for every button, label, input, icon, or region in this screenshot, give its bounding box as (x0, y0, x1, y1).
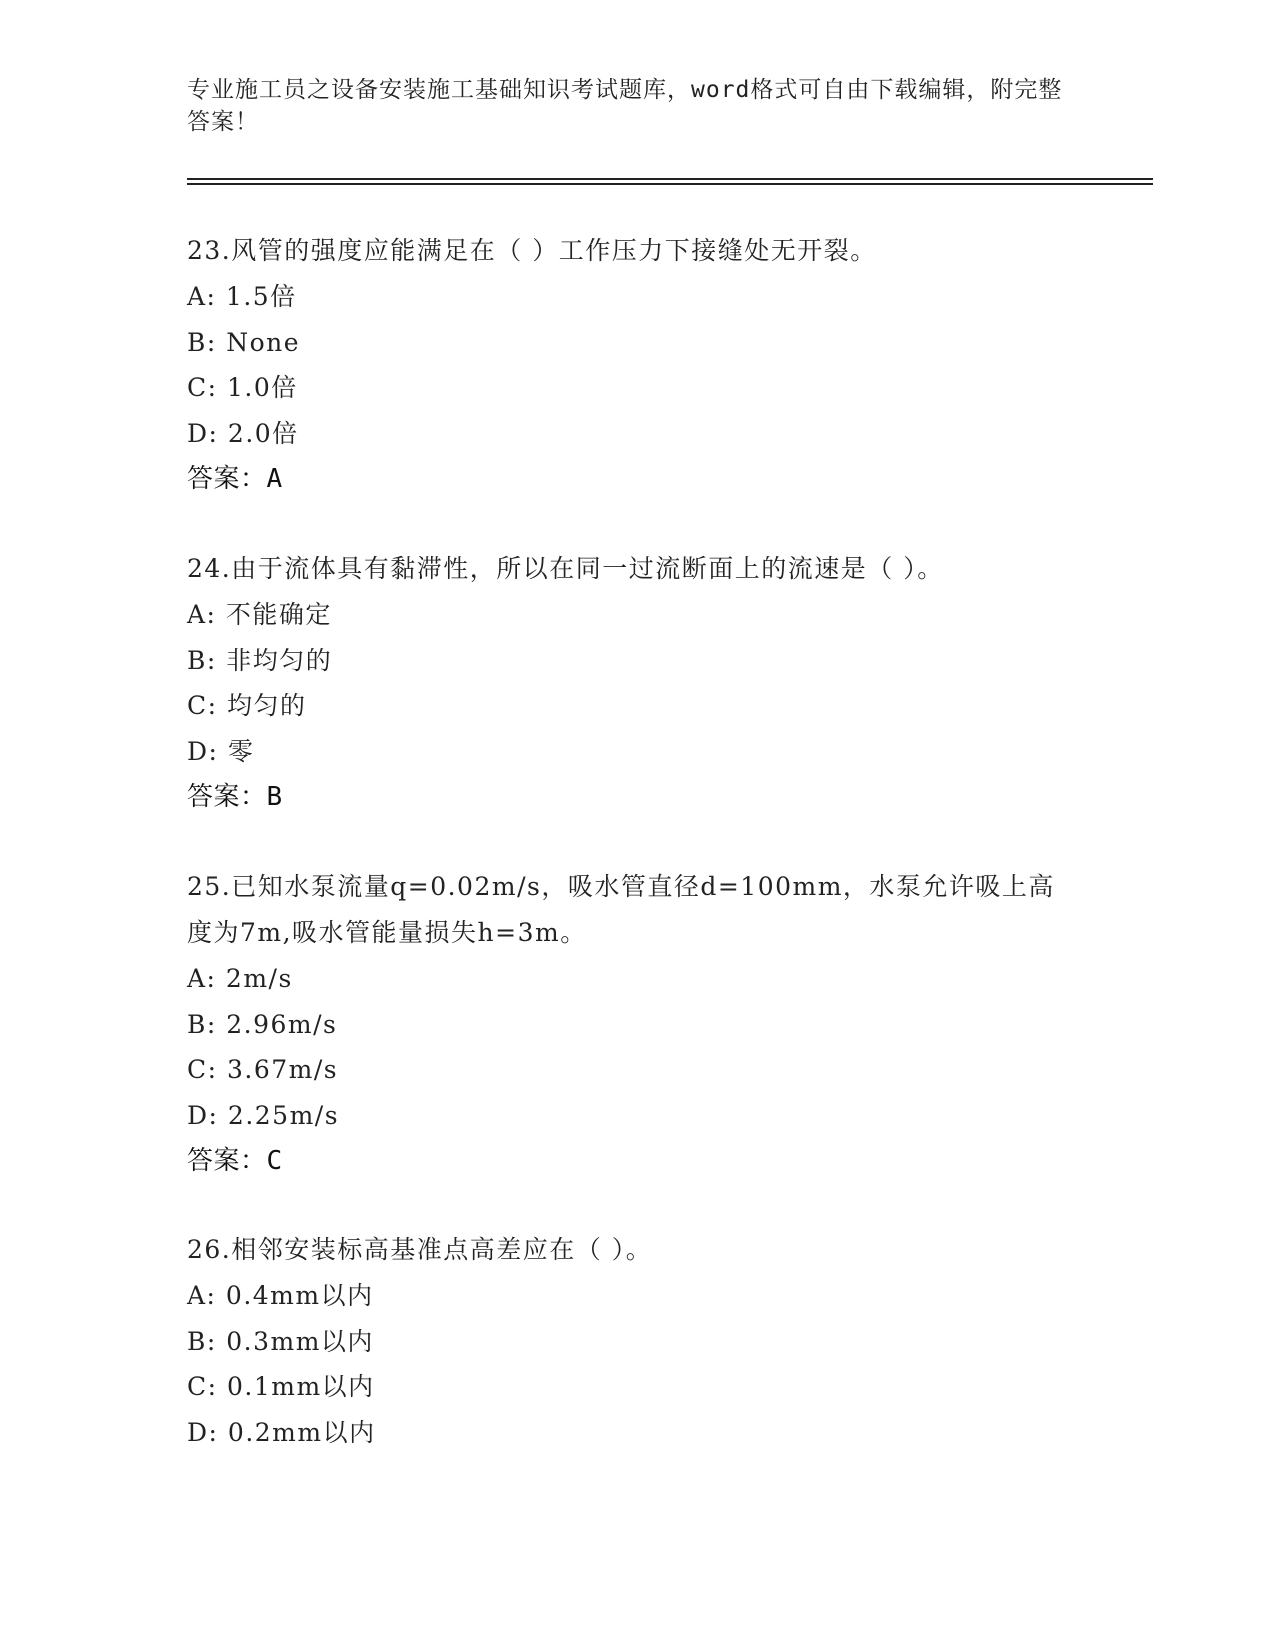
question-stem: 25.已知水泵流量q=0.02m/s，吸水管直径d=100mm，水泵允许吸上高度为7m,吸水管能量损失h=3m。 (187, 872, 1055, 947)
rule-line-bottom (187, 183, 1153, 185)
option-c: C: 3.67m/s (187, 1055, 339, 1084)
answer-line: 答案：A (187, 464, 283, 494)
option-a: A: 1.5倍 (187, 282, 297, 311)
option-d: D: 零 (187, 736, 255, 766)
option-d: D: 2.25m/s (187, 1100, 340, 1130)
question-stem: 24.由于流体具有黏滞性，所以在同一过流断面上的流速是（ ）。 (187, 554, 944, 583)
question-25 (187, 864, 1057, 1184)
option-d: D: 0.2mm以内 (187, 1417, 376, 1447)
question-24 (187, 546, 1087, 820)
option-b: B: None (187, 327, 301, 357)
option-b: B: 2.96m/s (187, 1009, 338, 1039)
header-text: 专业施工员之设备安装施工基础知识考试题库，word格式可自由下载编辑，附完整答案！ (187, 77, 1063, 135)
rule-line-top (187, 178, 1153, 180)
answer-line: 答案：C (187, 1146, 283, 1176)
option-c: C: 1.0倍 (187, 373, 298, 402)
option-b: B: 非均匀的 (187, 645, 333, 675)
answer-line: 答案：B (187, 782, 283, 812)
question-stem: 26.相邻安装标高基准点高差应在（ ）。 (187, 1235, 653, 1264)
header-double-rule (187, 178, 1153, 185)
option-d: D: 2.0倍 (187, 418, 299, 448)
document-header (187, 74, 1067, 138)
option-b: B: 0.3mm以内 (187, 1326, 374, 1356)
question-stem: 23.风管的强度应能满足在（ ）工作压力下接缝处无开裂。 (187, 236, 877, 265)
option-a: A: 不能确定 (187, 600, 332, 629)
option-c: C: 均匀的 (187, 691, 307, 720)
option-a: A: 2m/s (187, 964, 293, 993)
question-26 (187, 1227, 1087, 1455)
question-23 (187, 228, 1087, 502)
option-a: A: 0.4mm以内 (187, 1281, 374, 1310)
option-c: C: 0.1mm以内 (187, 1372, 375, 1401)
